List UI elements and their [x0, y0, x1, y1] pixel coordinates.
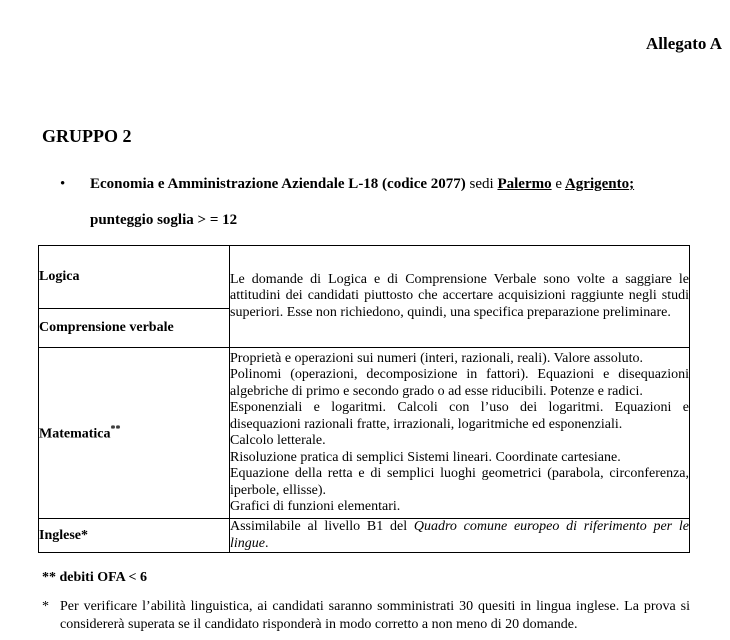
inglese-text-post: .: [265, 535, 269, 551]
matematica-line: Grafici di funzioni elementari.: [230, 499, 401, 514]
inglese-framework: Quadro comune europeo di riferimento per le lingue: [230, 519, 689, 551]
footnote-text: Per verificare l’abilità linguistica, ai candidati saranno somministrati 30 quesiti in lingua inglese. La prova si considererà superata se il candidato risponderà in modo corretto a non meno di 20 domande.: [60, 599, 690, 632]
inglese-footnote: [42, 598, 690, 634]
debiti-ofa-note: ** debiti OFA < 6: [42, 570, 147, 585]
city-agrigento: Agrigento: [564, 176, 630, 192]
sedi-word: sedi: [469, 176, 494, 192]
matematica-line: Proprietà e operazioni sui numeri (interi, razionali, reali). Valore assoluto.: [230, 350, 643, 366]
footnote-star: *: [42, 599, 49, 614]
matematica-description: [230, 348, 690, 519]
matematica-line: Risoluzione pratica di semplici Sistemi lineari. Coordinate cartesiane.: [230, 449, 621, 465]
allegato-heading: Allegato A: [645, 34, 722, 53]
table-row-matematica: [39, 348, 690, 519]
table-row-inglese: [39, 519, 690, 553]
matematica-line: Polinomi (operazioni, decomposizione in fattori). Equazioni e disequazioni algebriche di primo e secondo grado o ad esse riducibili. Potenze e radici.: [230, 367, 689, 399]
inglese-text-pre: Assimilabile al livello B1 del: [230, 519, 414, 534]
course-name: Economia e Amministrazione Aziendale L-18 (codice 2077): [90, 176, 466, 192]
bullet-icon: •: [60, 176, 66, 192]
matematica-footnote-mark: **: [110, 423, 121, 435]
inglese-label: Inglese*: [39, 519, 230, 553]
matematica-line: Equazione della retta e di semplici luoghi geometrici (parabola, circonferenza, iperbole, ellisse).: [230, 466, 689, 498]
matematica-line: Calcolo letterale.: [230, 433, 326, 448]
inglese-description: [230, 519, 690, 553]
threshold-score: punteggio soglia > = 12: [90, 212, 238, 228]
subjects-table: [38, 245, 690, 553]
city-palermo: Palermo: [497, 176, 552, 192]
conjunction: e: [555, 176, 563, 192]
matematica-label: Matematica: [39, 426, 111, 442]
group-title: GRUPPO 2: [42, 126, 132, 146]
course-text: [90, 176, 634, 193]
matematica-line: Esponenziali e logaritmi. Calcoli con l’uso dei logaritmi. Equazioni e disequazioni razionali fratte, irrazionali, logaritmiche ed esponenziali.: [230, 400, 689, 432]
table-row-logica: [39, 246, 690, 309]
comprensione-label: Comprensione verbale: [39, 309, 230, 348]
semicolon: ;: [629, 176, 635, 192]
matematica-label-cell: [39, 348, 230, 519]
logica-label: Logica: [39, 246, 230, 309]
logica-comprensione-description: Le domande di Logica e di Comprensione Verbale sono volte a saggiare le attitudini dei candidati piuttosto che accertare acquisizioni raggiunte negli studi superiori. Esse non richiedono, quindi, una specifica preparazione preliminare.: [230, 246, 690, 348]
